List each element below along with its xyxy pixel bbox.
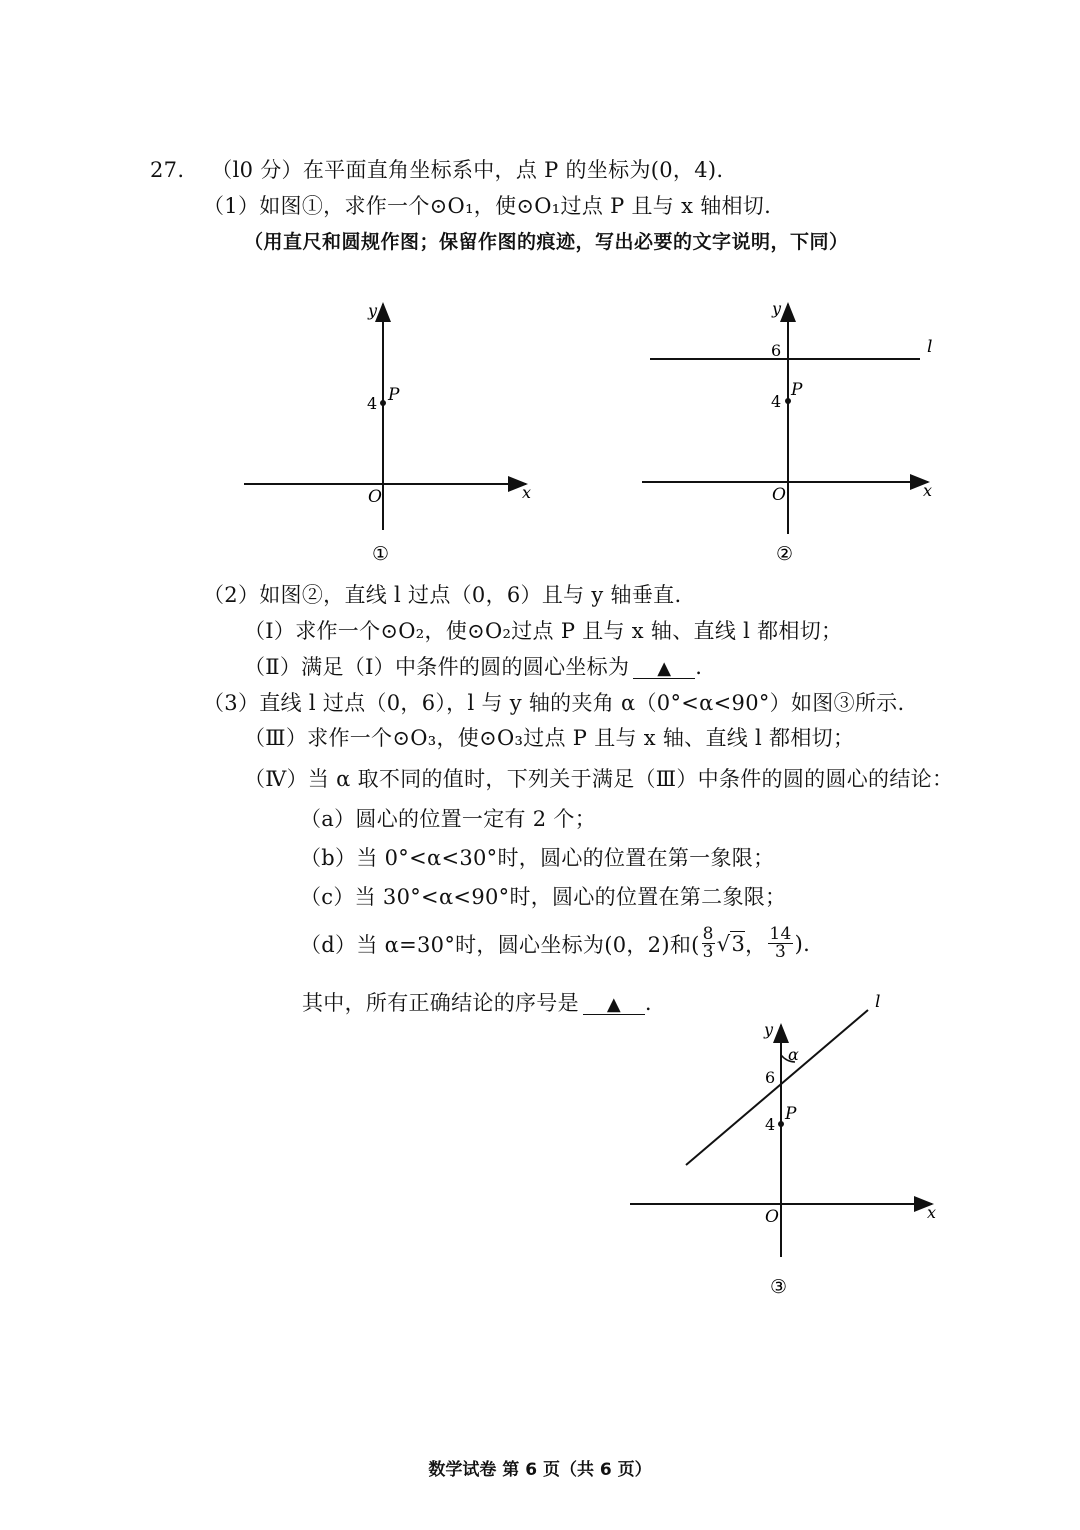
fraction-8-3 — [702, 926, 715, 961]
fig3-origin-label: O — [765, 1207, 779, 1227]
part3-sub3: （Ⅲ）求作一个⊙O₃，使⊙O₃过点 P 且与 x 轴、直线 l 都相切； — [244, 726, 855, 750]
problem-points: （l0 分） — [211, 158, 303, 182]
frac2-den: 3 — [774, 942, 787, 962]
part2-end: . — [695, 655, 703, 679]
conclusion-question: 其中，所有正确结论的序号是 — [302, 991, 579, 1015]
fig1-caption: ① — [372, 543, 390, 565]
fig2-caption: ② — [776, 543, 794, 565]
conclusion-d-sep: ， — [745, 932, 767, 957]
fig3-alpha-label: α — [788, 1045, 799, 1064]
part1-note: （用直尺和圆规作图；保留作图的痕迹，写出必要的文字说明，下同） — [244, 231, 849, 253]
fig1-point-p — [380, 400, 386, 406]
fraction-14-3 — [768, 926, 792, 961]
fig3-l-label: l — [875, 992, 881, 1012]
page-footer: 数学试卷 第 6 页（共 6 页） — [428, 1460, 652, 1480]
conclusion-d — [300, 926, 810, 961]
fig2-y-label: y — [772, 299, 782, 318]
part3-text: （3）直线 l 过点（0，6），l 与 y 轴的夹角 α（0°<α<90°）如图③所示. — [203, 691, 905, 715]
fig2-x-label: x — [923, 481, 933, 500]
part2-text: （2）如图②，直线 l 过点（0，6）且与 y 轴垂直. — [203, 583, 682, 607]
conclusion-d-prefix: （d）当 α=30°时，圆心坐标为(0，2)和( — [300, 932, 700, 957]
fig1-p-label: P — [388, 385, 400, 405]
fig3-x-label: x — [927, 1203, 937, 1222]
fig1-y-label: y — [368, 301, 378, 320]
fig2-p-label: P — [791, 380, 803, 400]
fig2-tick-4: 4 — [771, 392, 782, 411]
fig2-tick-6: 6 — [771, 341, 782, 360]
frac1-num: 8 — [702, 924, 714, 944]
fig3-caption: ③ — [770, 1276, 788, 1298]
conclusion-d-suffix: ). — [794, 931, 811, 956]
fig3-y-label: y — [764, 1020, 774, 1039]
figure-1 — [230, 290, 550, 580]
part2-sub2: （Ⅱ）满足（Ⅰ）中条件的圆的圆心坐标为 — [244, 655, 630, 679]
triangle-icon: ▲ — [606, 994, 621, 1015]
triangle-icon: ▲ — [657, 658, 672, 679]
fig3-tick-4: 4 — [765, 1115, 776, 1134]
fig3-line-l — [686, 1010, 868, 1165]
fig3-p-label: P — [785, 1104, 797, 1124]
frac2-num: 14 — [769, 924, 792, 944]
fig3-point-p — [778, 1121, 784, 1127]
sqrt-icon: √ — [716, 931, 731, 956]
problem-number: 27. — [150, 158, 185, 182]
part2-sub2-row — [244, 651, 702, 681]
problem-stem: 在平面直角坐标系中，点 P 的坐标为(0，4). — [302, 158, 724, 182]
part3-sub4: （Ⅳ）当 α 取不同的值时，下列关于满足（Ⅲ）中条件的圆的圆心的结论： — [244, 767, 954, 791]
problem-header — [150, 154, 723, 184]
conclusion-c: （c）当 30°<α<90°时，圆心的位置在第二象限； — [300, 885, 787, 909]
fig3-tick-6: 6 — [765, 1068, 776, 1087]
fig1-x-label: x — [522, 483, 532, 502]
conclusion-b: （b）当 0°<α<30°时，圆心的位置在第一象限； — [300, 846, 775, 870]
part2-sub1: （Ⅰ）求作一个⊙O₂，使⊙O₂过点 P 且与 x 轴、直线 l 都相切； — [244, 619, 843, 643]
conclusion-answer-row — [302, 987, 652, 1017]
fig2-l-label: l — [927, 337, 933, 357]
sqrt-radicand: 3 — [731, 932, 746, 956]
frac1-den: 3 — [702, 942, 714, 962]
answer-blank-ii — [633, 658, 695, 679]
fig1-origin-label: O — [368, 487, 382, 507]
part3-end: . — [644, 991, 652, 1015]
conclusion-a: （a）圆心的位置一定有 2 个； — [300, 807, 597, 831]
figure-3 — [620, 985, 950, 1305]
fig2-origin-label: O — [772, 485, 786, 505]
figure-2 — [630, 290, 950, 580]
fig1-tick-4: 4 — [367, 394, 378, 413]
part1-text: （1）如图①，求作一个⊙O₁，使⊙O₁过点 P 且与 x 轴相切. — [203, 194, 772, 218]
